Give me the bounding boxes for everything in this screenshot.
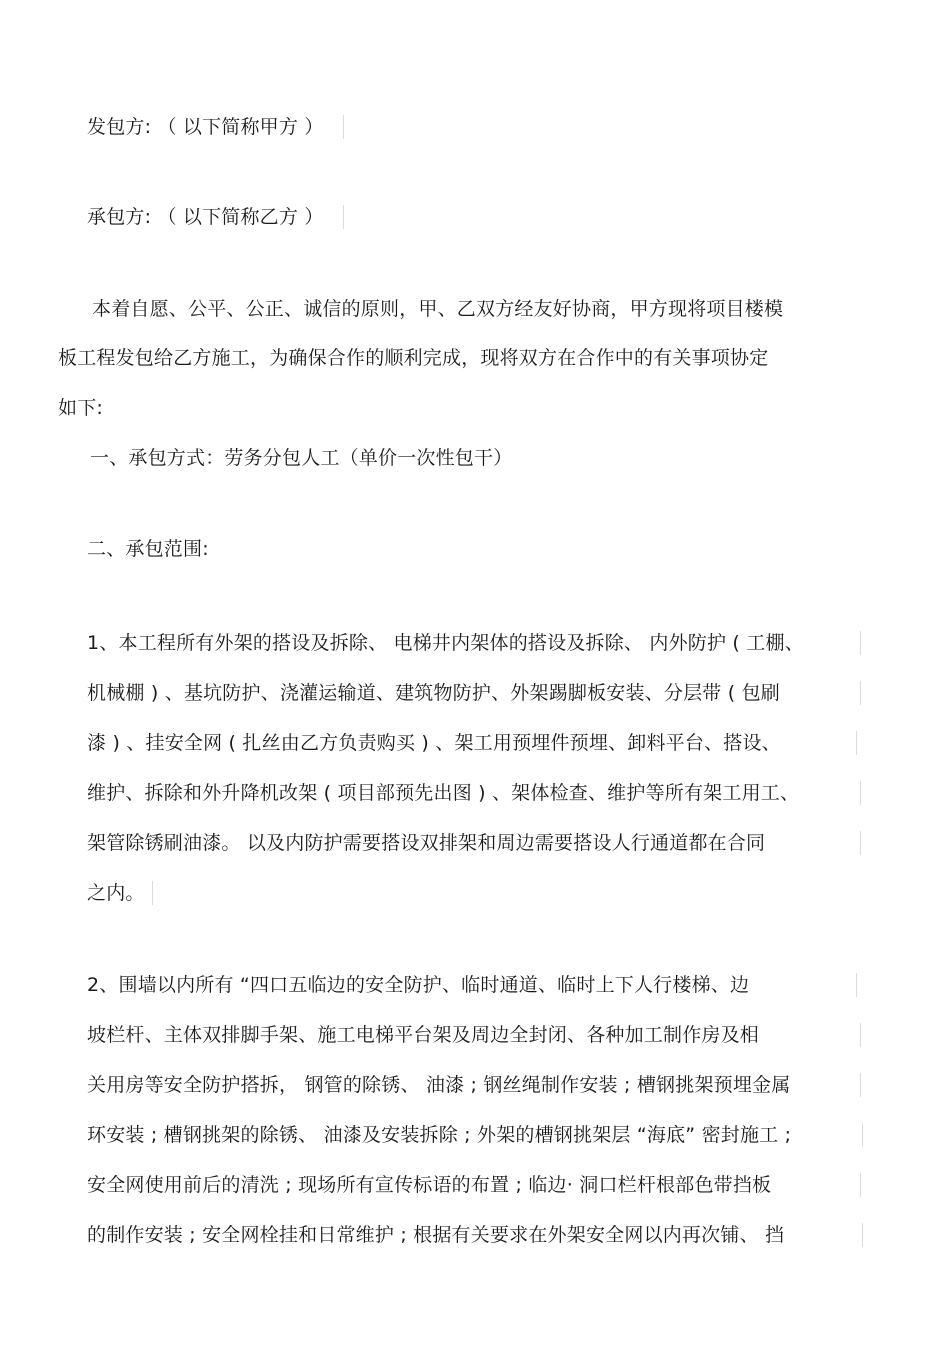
item-1-line-2: 机械棚 ) 、基坑防护、浇灌运输道、建筑物防护、外架踢脚板安装、分层带 ( 包刷: [87, 682, 780, 704]
intro-line-3: 如下:: [58, 397, 104, 419]
section-1-heading: 一、承包方式：劳务分包人工（单价一次性包干）: [90, 447, 513, 469]
contractor-line: 承包方: （ 以下简称乙方 ）: [87, 206, 324, 228]
text-box-edge: [862, 1223, 863, 1247]
text-box-edge: [856, 731, 857, 755]
item-2-line-6: 的制作安装 ; 安全网栓挂和日常维护 ; 根据有关要求在外架安全网以内再次铺、 挡: [87, 1224, 785, 1246]
text-box-edge: [860, 781, 861, 805]
text-box-edge: [860, 1173, 861, 1197]
item-2-line-5: 安全网使用前后的清洗 ; 现场所有宣传标语的布置 ; 临边· 洞口栏杆根部色带挡板: [87, 1174, 772, 1196]
item-1-line-3: 漆 ) 、挂安全网 ( 扎丝由乙方负责购买 ) 、架工用预埋件预埋、卸料平台、搭设、: [87, 732, 781, 754]
text-box-edge: [860, 681, 861, 705]
text-box-edge: [860, 831, 861, 855]
text-box-edge: [860, 1023, 861, 1047]
intro-line-1: 本着自愿、公平、公正、诚信的原则，甲、乙双方经友好协商，甲方现将项目楼模: [92, 298, 784, 320]
item-2-line-4: 环安装 ; 槽钢挑架的除锈、 油漆及安装拆除 ; 外架的槽钢挑架层 “海底” 密封施工 ;: [87, 1124, 792, 1146]
intro-line-2: 板工程发包给乙方施工，为确保合作的顺利完成，现将双方在合作中的有关事项协定: [58, 347, 769, 369]
text-box-edge: [862, 1123, 863, 1147]
item-1-line-4: 维护、拆除和外升降机改架 ( 项目部预先出图 ) 、架体检查、维护等所有架工用工、: [87, 782, 800, 804]
text-box-edge: [860, 631, 861, 655]
text-box-edge: [343, 115, 344, 139]
item-2-line-2: 坡栏杆、主体双排脚手架、施工电梯平台架及周边全封闭、各种加工制作房及相: [87, 1024, 760, 1046]
text-box-edge: [860, 1073, 861, 1097]
item-1-line-1: 1、本工程所有外架的搭设及拆除、 电梯井内架体的搭设及拆除、 内外防护 ( 工棚、: [87, 632, 804, 654]
section-2-heading: 二、承包范围:: [87, 538, 209, 560]
item-2-line-3: 关用房等安全防护搭拆， 钢管的除锈、 油漆 ; 钢丝绳制作安装 ; 槽钢挑架预埋金属: [87, 1074, 791, 1096]
item-1-line-5: 架管除锈刷油漆。 以及内防护需要搭设双排架和周边需要搭设人行通道都在合同: [87, 832, 766, 854]
text-box-edge: [856, 973, 857, 997]
item-2-line-1: 2、围墙以内所有 “四口五临边的安全防护、临时通道、临时上下人行楼梯、边: [87, 974, 750, 996]
item-1-line-6: 之内。: [87, 882, 145, 904]
text-box-edge: [152, 881, 153, 905]
text-box-edge: [343, 205, 344, 229]
employer-line: 发包方: （ 以下简称甲方 ）: [87, 116, 324, 138]
